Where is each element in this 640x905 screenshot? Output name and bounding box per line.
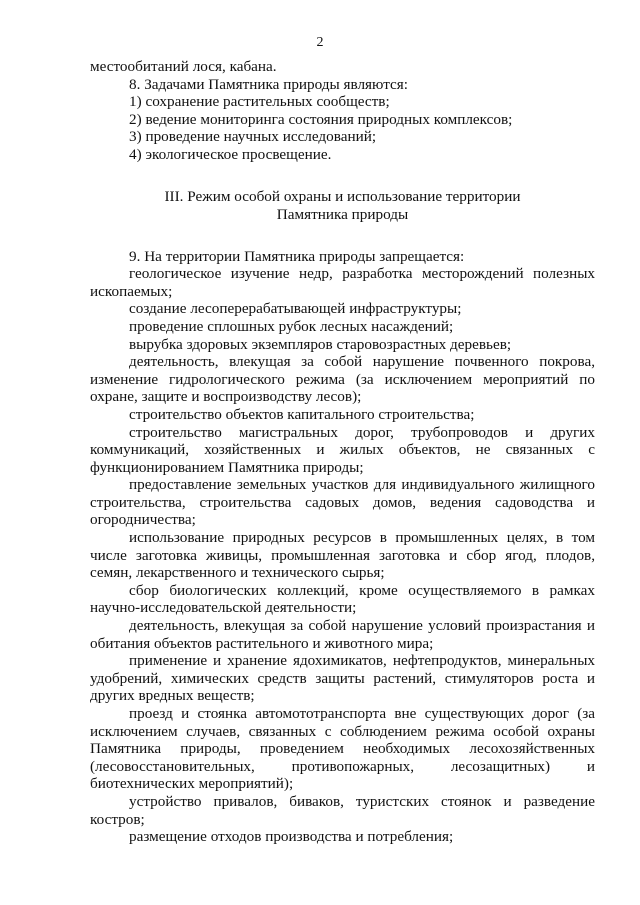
paragraph: строительство магистральных дорог, трубопроводов и других коммуникаций, хозяйственных и жилых объектов, не связанных с функционированием Памятника природы; — [90, 423, 595, 476]
paragraph: размещение отходов производства и потребления; — [129, 828, 454, 846]
paragraph: деятельность, влекущая за собой нарушение условий произрастания и обитания объектов растительного и животного мира; — [90, 617, 595, 652]
paragraph: устройство привалов, биваков, туристских стоянок и разведение костров; — [90, 792, 595, 828]
intro-line: 3) проведение научных исследований; — [129, 128, 377, 146]
paragraph: проведение сплошных рубок лесных насаждений; — [129, 317, 454, 335]
paragraph: 9. На территории Памятника природы запрещается: — [129, 247, 465, 265]
document-body — [90, 58, 595, 846]
intro-line: 4) экологическое просвещение. — [129, 145, 332, 163]
paragraph: использование природных ресурсов в промышленных целях, в том числе заготовка живицы, промышленная заготовка и сбор ягод, плодов, семян, лекарственного и технического сырья; — [90, 529, 595, 582]
paragraph: применение и хранение ядохимикатов, нефтепродуктов, минеральных удобрений, химических средств защиты растений, стимуляторов роста и других вредных веществ; — [90, 652, 595, 705]
intro-line: местообитаний лося, кабана. — [90, 58, 277, 75]
paragraph: проезд и стоянка автомототранспорта вне существующих дорог (за исключением случаев, связанных с соблюдением режима особой охраны Памятника природы, проведением необходимых лесохозяйственных (лесовосстановительных, противопожарных, лесозащитных) и биотехнических мероприятий); — [90, 705, 595, 793]
paragraph: деятельность, влекущая за собой нарушение почвенного покрова, изменение гидрологического режима (за исключением мероприятий по охране, защите и воспроизводству лесов); — [90, 353, 595, 406]
section-heading — [90, 188, 595, 224]
paragraph: вырубка здоровых экземпляров старовозрастных деревьев; — [129, 335, 512, 353]
paragraph: строительство объектов капитального строительства; — [129, 405, 475, 423]
section-heading-line-2: Памятника природы — [276, 205, 409, 223]
paragraph: создание лесоперерабатывающей инфраструктуры; — [129, 300, 462, 318]
paragraph: сбор биологических коллекций, кроме осуществляемого в рамках научно-исследовательской деятельности; — [90, 581, 595, 617]
section-heading-line-1: III. Режим особой охраны и использование территории — [164, 187, 521, 205]
page-number: 2 — [316, 35, 324, 50]
intro-line: 1) сохранение растительных сообществ; — [129, 93, 390, 111]
intro-line: 2) ведение мониторинга состояния природных комплексов; — [129, 110, 513, 128]
paragraph: предоставление земельных участков для индивидуального жилищного строительства, строительства садовых домов, ведения садоводства и огородничества; — [90, 476, 595, 529]
intro-line: 8. Задачами Памятника природы являются: — [129, 75, 408, 93]
paragraph: геологическое изучение недр, разработка месторождений полезных ископаемых; — [90, 265, 595, 300]
